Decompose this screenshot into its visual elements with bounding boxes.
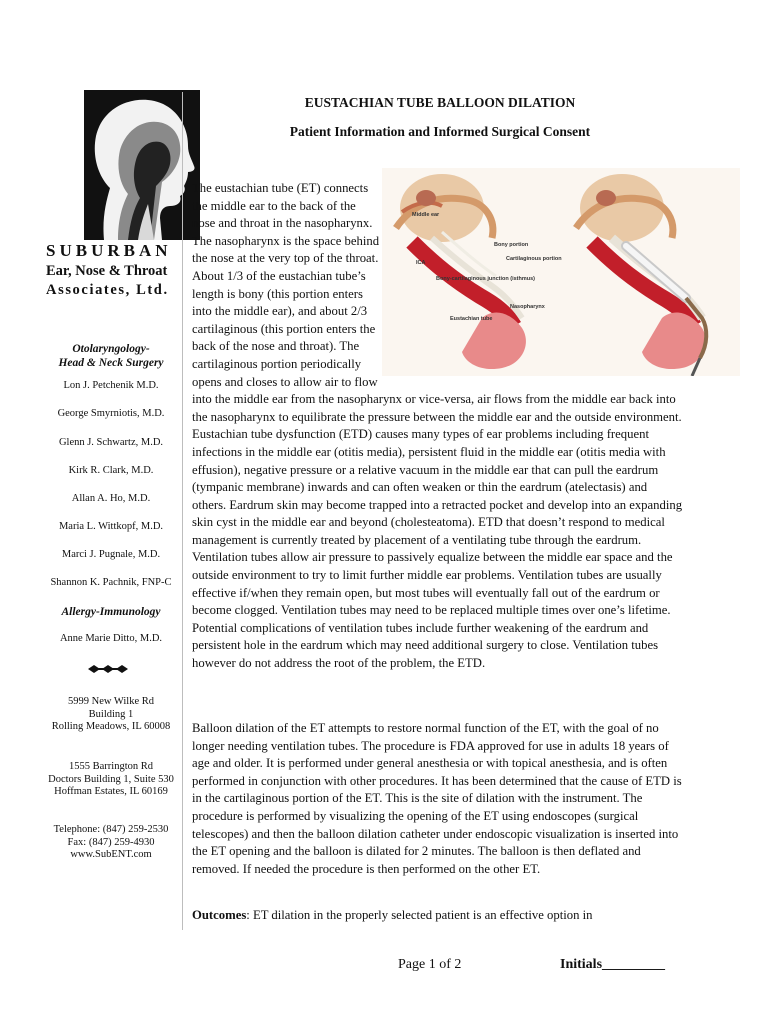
page-number: Page 1 of 2 — [398, 957, 462, 972]
contact-info — [36, 824, 186, 862]
address-hoffman-estates — [36, 761, 186, 799]
doctor-name: Glenn J. Schwartz, M.D. — [58, 437, 164, 448]
page-subtitle: Patient Information and Informed Surgical Consent — [289, 124, 591, 139]
label-middle-ear: Middle ear — [412, 212, 440, 218]
website: www.SubENT.com — [70, 849, 152, 860]
page-title: EUSTACHIAN TUBE BALLOON DILATION — [304, 95, 576, 110]
paragraph-1-text: The eustachian tube (ET) connects the middle ear to the back of the nose and throat in the nasopharynx. The nasopharynx is the space behind the nose at the very top of the throat. About 1/3 of the eustachian tube’s length is bony (this portion enters into the middle ear), and about 2/3 cartilaginous (this portion enters the back of the nose and throat). The cartilaginous portion periodically opens and closes to allow air to flow into the middle ear from the nasopharynx or vice-versa, air flows from the middle ear back into the nasopharynx to equilibrate the pressure between the middle ear and the outside environment. Eustachian tube dysfunction (ETD) causes many types of ear problems including frequent infections in the middle ear (otitis media), persistent fluid in the middle ear (otitis media with effusion), negative pressure or a relative vacuum in the middle ear that can pull the eardrum (tympanic membrane) inwards and can often weaken or thin the eardrum (atelectasis) and others. Eardrum skin may become trapped into a retracted pocket and develop into an expanding skin cyst in the middle ear and beyond (cholesteatoma). ETD that doesn’t respond to medical management is currently treated by placement of a ventilating tube through the eardrum. Ventilation tubes allow air pressure to passively equalize between the middle ear space and the outside environment to try to limit further middle ear problems. Ventilation tubes are usually effective if/when they remain open, but most tubes will eventually fall out of the eardrum or become clogged. Ventilation tubes may need to be replaced multiple times over one’s lifetime. Potential complications of ventilation tubes include further weakening of the eardrum and persistent hole in the eardrum which may need additional surgery to close. Ventilation tubes however do not address the root of the problem, the ETD. — [192, 181, 683, 671]
label-eustachian-tube: Eustachian tube — [450, 316, 493, 322]
firm-name-line2: Ear, Nose & Throat — [46, 263, 168, 279]
address-line: Doctors Building 1, Suite 530 — [48, 773, 174, 785]
doctor-name: Lon J. Petchenik M.D. — [63, 380, 159, 391]
paragraph-balloon-dilation: Balloon dilation of the ET attempts to restore normal function of the ET, with the goal of no longer needing ventilation tubes. The procedure is FDA approved for use in adults 18 years of age and older. It is performed under general anesthesia or with topical anesthesia, and is often performed in conjunction with other procedures. It has been determined that the cause of ETD is in the cartilaginous portion of the ET. This is the site of dilation with the instrument. The procedure is performed by visualizing the opening of the ET using endoscopes (surgical telescopes) and then the balloon dilation catheter under endoscopic visualization is inserted into the ET opening and the balloon is dilated for 2 minutes. The balloon is then deflated and removed. If needed the procedure is then performed on the other ET. — [192, 721, 682, 876]
address-rolling-meadows — [36, 696, 186, 734]
firm-name-line1: SUBURBAN — [46, 241, 172, 260]
doctor-name: George Smyrniotis, M.D. — [57, 408, 165, 419]
label-cartilaginous-portion: Cartilaginous portion — [506, 256, 562, 262]
doctor-name: Shannon K. Pachnik, FNP-C — [50, 577, 172, 588]
sidebar-divider — [182, 92, 183, 930]
specialty-line2: Head & Neck Surgery — [58, 357, 164, 369]
telephone: Telephone: (847) 259-2530 — [53, 824, 169, 835]
firm-name-line3: Associates, Ltd. — [46, 282, 169, 298]
outcomes-label: Outcomes — [192, 908, 247, 922]
paragraph-outcomes — [192, 907, 684, 925]
allergy-heading: Allergy-Immunology — [61, 606, 161, 618]
address-line: Building 1 — [88, 708, 134, 720]
label-bony-portion: Bony portion — [494, 242, 529, 248]
address-line: Rolling Meadows, IL 60008 — [51, 721, 171, 732]
diamond-divider-icon — [36, 664, 186, 674]
specialty-heading — [36, 342, 186, 370]
doctor-name: Marci J. Pugnale, M.D. — [61, 549, 161, 560]
figure-placeholder — [388, 180, 696, 376]
label-ica: ICA — [416, 260, 426, 266]
outcomes-text: : ET dilation in the properly selected patient is an effective option in — [246, 908, 593, 922]
label-nasopharynx: Nasopharynx — [510, 304, 545, 310]
fax: Fax: (847) 259-4930 — [67, 836, 155, 848]
label-junction: Bony-cartilaginous junction (isthmus) — [436, 276, 536, 282]
doctor-name: Kirk R. Clark, M.D. — [68, 465, 154, 476]
allergy-doctor: Anne Marie Ditto, M.D. — [59, 633, 163, 644]
paragraph-eustachian-intro — [192, 180, 684, 673]
doctor-name: Maria L. Wittkopf, M.D. — [58, 521, 164, 532]
initials-field[interactable]: Initials_________ — [560, 957, 666, 972]
address-line: Hoffman Estates, IL 60169 — [54, 786, 168, 797]
address-line: 5999 New Wilke Rd — [68, 696, 154, 707]
address-line: 1555 Barrington Rd — [69, 761, 153, 772]
doctor-name: Allan A. Ho, M.D. — [71, 493, 151, 504]
specialty-line1: Otolaryngology- — [72, 343, 150, 355]
